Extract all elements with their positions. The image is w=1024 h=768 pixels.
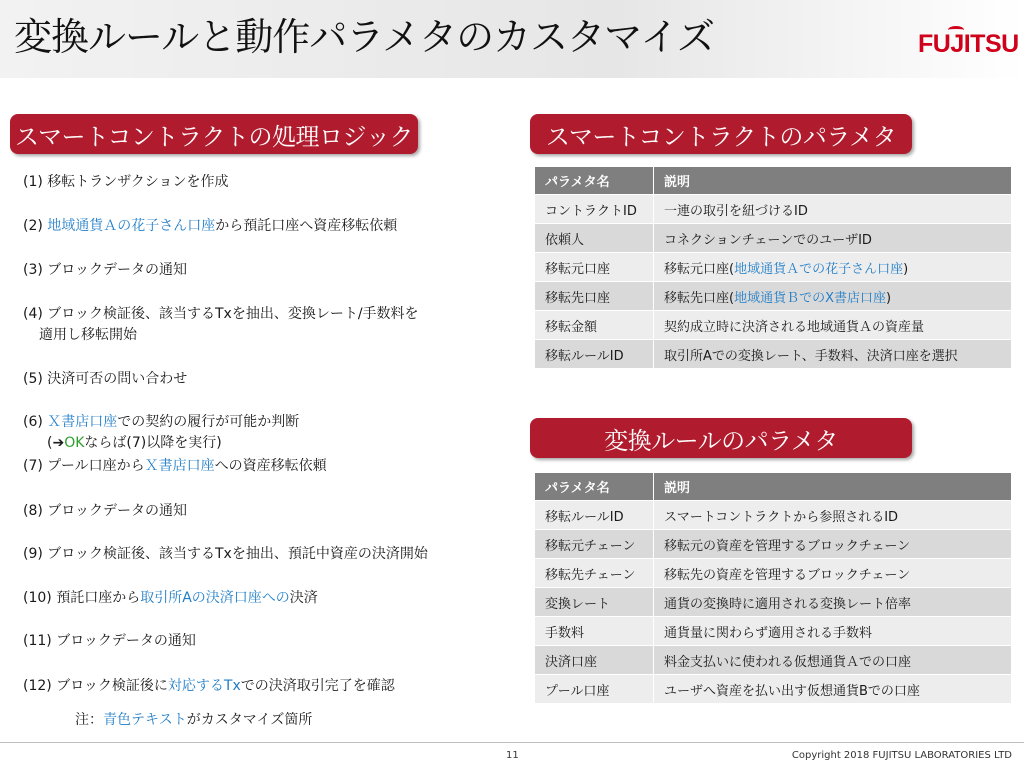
param-name-cell: [535, 340, 654, 369]
text-segment: コントラクトID: [545, 203, 637, 219]
param-name-cell: [535, 224, 654, 253]
text-segment: 依頼人: [545, 232, 585, 248]
param-desc-cell: [654, 224, 1012, 253]
copyright: Copyright 2018 FUJITSU LABORATORIES LTD: [791, 750, 1012, 761]
text-segment: から預託口座へ資産移転依頼: [215, 218, 398, 234]
param-desc-cell: [654, 501, 1012, 530]
text-segment: 移転ルールID: [545, 348, 624, 364]
text-segment: コネクションチェーンでのユーザID: [664, 232, 872, 248]
text-segment: (12) ブロック検証後に: [23, 678, 168, 694]
text-segment: (6): [23, 414, 48, 430]
param-name-cell: [535, 311, 654, 340]
text-segment: 移転先口座(: [664, 290, 735, 306]
highlighted-text: 対応するTx: [167, 678, 241, 694]
table-header-row: [535, 473, 1012, 501]
text-segment: 通貨の変換時に適用される変換レート倍率: [664, 596, 912, 612]
column-header: パラメタ名: [535, 167, 654, 195]
text-segment: 移転金額: [545, 319, 598, 335]
text-segment: 移転元チェーン: [545, 538, 636, 554]
step-item: [23, 631, 196, 652]
param-desc-cell: [654, 559, 1012, 588]
param-name-cell: [535, 588, 654, 617]
param-desc-cell: [654, 675, 1012, 704]
slide-title: 変換ルールと動作パラメタのカスタマイズ: [14, 15, 714, 59]
param-name-cell: [535, 675, 654, 704]
param-name-cell: [535, 646, 654, 675]
text-segment: 移転ルールID: [545, 509, 624, 525]
param-desc-cell: [654, 311, 1012, 340]
text-segment: 通貨量に関わらず適用される手数料: [664, 625, 873, 641]
param-desc-cell: [654, 253, 1012, 282]
step-item: [23, 412, 299, 433]
param-desc-cell: [654, 617, 1012, 646]
param-name-cell: [535, 253, 654, 282]
text-segment: 手数料: [545, 625, 585, 641]
text-segment: への資産移転依頼: [214, 458, 327, 474]
param-name-cell: [535, 559, 654, 588]
text-segment: がカスタマイズ箇所: [186, 712, 313, 728]
text-segment: プール口座: [545, 683, 610, 699]
text-segment: スマートコントラクトから参照されるID: [664, 509, 899, 525]
param-desc-cell: [654, 530, 1012, 559]
text-segment: 移転元口座: [545, 261, 611, 277]
text-segment: 決済: [289, 590, 318, 606]
text-segment: ): [903, 261, 909, 277]
highlighted-text: 地域通貨Ａでの花子さん口座: [734, 261, 904, 277]
text-segment: 変換レート: [545, 596, 611, 612]
step-item: [23, 260, 187, 281]
table-row: [535, 646, 1012, 675]
contract-params-table: [534, 166, 1012, 369]
param-desc-cell: [654, 646, 1012, 675]
highlighted-text: 地域通貨ＢでのX書店口座: [734, 290, 886, 306]
text-segment: (10) 預託口座から: [23, 590, 141, 606]
text-segment: 決済口座: [545, 654, 598, 670]
table-row: [535, 501, 1012, 530]
logic-banner: スマートコントラクトの処理ロジック: [10, 114, 418, 154]
table-header-row: [535, 167, 1012, 195]
param-desc-cell: [654, 195, 1012, 224]
param-desc-cell: [654, 282, 1012, 311]
text-segment: 取引所Aでの変換レート、手数料、決済口座を選択: [664, 348, 958, 364]
text-segment: ): [885, 290, 892, 306]
column-header: パラメタ名: [535, 473, 654, 501]
table-row: [535, 588, 1012, 617]
text-segment: 移転先の資産を管理するブロックチェーン: [664, 567, 911, 583]
text-segment: 移転元の資産を管理するブロックチェーン: [664, 538, 911, 554]
highlighted-text: Ｘ書店口座: [144, 458, 215, 474]
step-item: [23, 172, 228, 193]
param-name-cell: [535, 617, 654, 646]
highlighted-text: 地域通貨Ａの花子さん口座: [47, 218, 216, 234]
step-item: [23, 216, 397, 237]
text-segment: (5) 決済可否の問い合わせ: [23, 371, 188, 387]
text-segment: (11) ブロックデータの通知: [23, 633, 196, 649]
param-desc-cell: [654, 588, 1012, 617]
text-segment: での契約の履行が可能か判断: [117, 414, 300, 430]
step-item: [23, 304, 419, 325]
table-row: [535, 340, 1012, 369]
table-row: [535, 282, 1012, 311]
step-item: [39, 325, 137, 346]
text-segment: 適用し移転開始: [39, 327, 137, 343]
step-item: [23, 456, 327, 477]
text-segment: 料金支払いに使われる仮想通貨Ａでの口座: [664, 654, 912, 670]
rule-params-table: [534, 472, 1012, 704]
highlighted-text: OK: [64, 435, 85, 451]
param-name-cell: [535, 282, 654, 311]
table-row: [535, 195, 1012, 224]
highlighted-text: 青色テキスト: [103, 712, 187, 728]
param-name-cell: [535, 530, 654, 559]
table-row: [535, 253, 1012, 282]
table-row: [535, 559, 1012, 588]
table-row: [535, 530, 1012, 559]
table-row: [535, 224, 1012, 253]
column-header: 説明: [654, 167, 1012, 195]
step-item: [23, 588, 318, 609]
text-segment: (3) ブロックデータの通知: [23, 262, 188, 278]
text-segment: (4) ブロック検証後、該当するTxを抽出、変換レート/手数料を: [23, 306, 419, 322]
highlighted-text: Ｘ書店口座: [47, 414, 118, 430]
text-segment: での決済取引完了を確認: [240, 678, 395, 694]
step-item: [23, 676, 395, 697]
step-item: [23, 501, 187, 522]
customization-note: [75, 710, 312, 731]
text-segment: ユーザへ資産を払い出す仮想通貨Bでの口座: [664, 683, 920, 699]
table-row: [535, 311, 1012, 340]
text-segment: (1) 移転トランザクションを作成: [23, 174, 229, 190]
text-segment: (7) プール口座から: [23, 458, 145, 474]
fujitsu-logo: [918, 26, 1019, 62]
table-row: [535, 675, 1012, 704]
text-segment: (8) ブロックデータの通知: [23, 503, 188, 519]
text-segment: 契約成立時に決済される地域通貨Ａの資産量: [664, 319, 925, 335]
text-segment: 注：: [75, 712, 103, 728]
param-name-cell: [535, 501, 654, 530]
param-desc-cell: [654, 340, 1012, 369]
text-segment: ならば(7)以降を実行): [84, 435, 222, 451]
logo-text: FUJITSU: [918, 30, 1019, 58]
text-segment: 移転元口座(: [664, 261, 735, 277]
step-item: [23, 369, 187, 390]
param-name-cell: [535, 195, 654, 224]
page-number: 11: [506, 750, 519, 761]
text-segment: (9) ブロック検証後、該当するTxを抽出、預託中資産の決済開始: [23, 546, 428, 562]
table-row: [535, 617, 1012, 646]
text-segment: 移転先チェーン: [545, 567, 636, 583]
contract-params-banner: スマートコントラクトのパラメタ: [530, 114, 912, 154]
step-item: [47, 433, 222, 454]
text-segment: 一連の取引を紐づけるID: [664, 203, 808, 219]
text-segment: (2): [23, 218, 48, 234]
column-header: 説明: [654, 473, 1012, 501]
text-segment: 移転先口座: [545, 290, 611, 306]
footer-divider: [0, 742, 1024, 743]
step-item: [23, 544, 428, 565]
rule-params-banner: 変換ルールのパラメタ: [530, 418, 912, 458]
highlighted-text: 取引所Aの決済口座への: [140, 590, 290, 606]
text-segment: (➔: [47, 435, 65, 451]
